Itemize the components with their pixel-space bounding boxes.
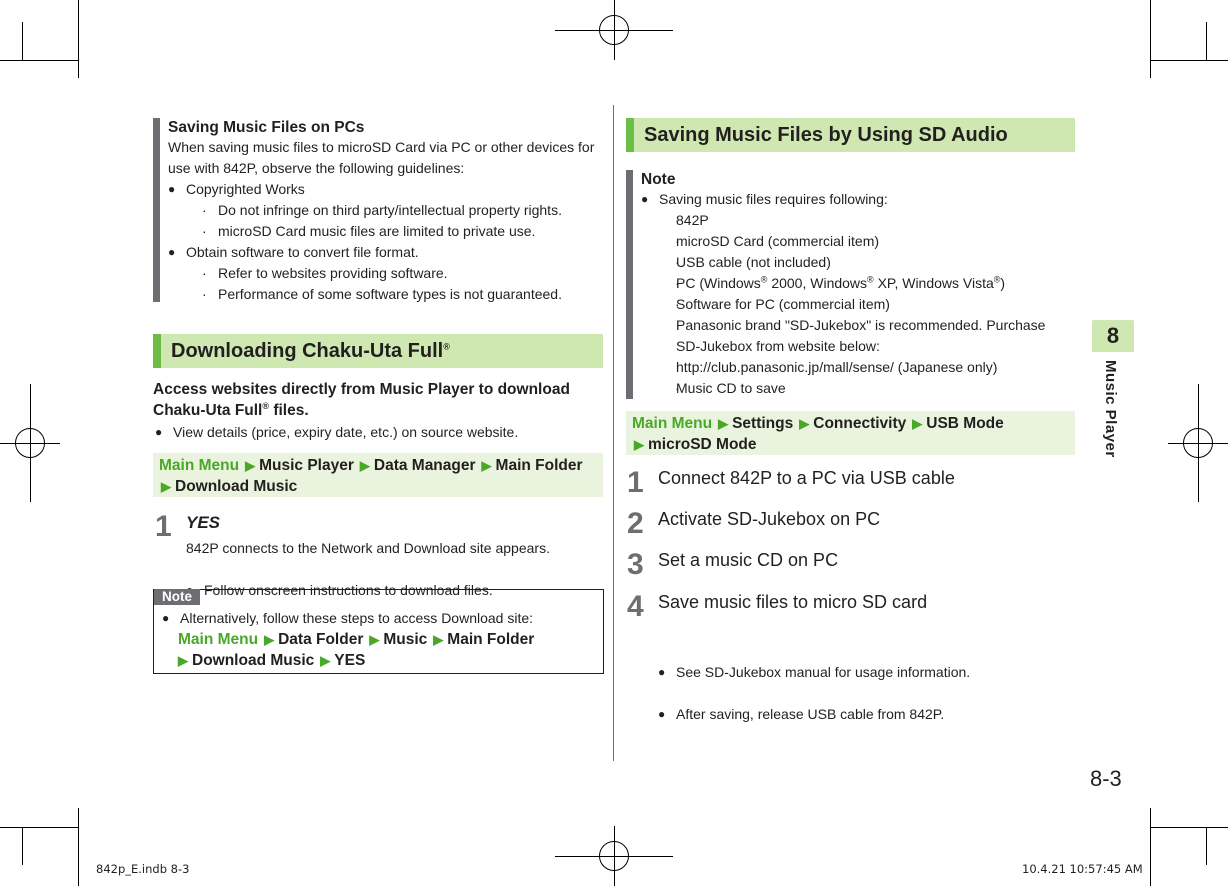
bullet-copyright: ● Copyrighted Works [168,179,603,200]
sidebar-line [153,118,160,302]
footer-file: 842p_E.indb 8-3 [96,862,190,876]
software-detail: SD-Jukebox from website below: [676,338,880,354]
note-path: Main Menu ▶ Data Folder ▶ Music ▶ Main Folder ▶ Download Music ▶ YES [178,631,535,669]
chapter-number: 8 [1092,320,1134,352]
pc-box-intro: When saving music files to microSD Card via PC or other devices for use with 842P, observe the following guidelines: [168,139,595,176]
download-title: Downloading Chaku-Uta Full [171,340,444,362]
sub-item-pc: · PC (Windows® 2000, Windows® XP, Windows Vista®) [641,273,1071,294]
sub-item: · Performance of some software types is not guaranteed. [168,284,603,305]
sub-item: · Do not infringe on third party/intellectual property rights. [168,200,603,221]
step-number: 4 [627,590,644,623]
pc-guidelines-box [153,118,603,302]
step-number: 3 [627,548,644,581]
sd-note-box [626,170,1075,399]
chapter-label: Music Player [1102,360,1119,458]
step-number: 2 [627,507,644,540]
page-number: 8-3 [1090,766,1122,791]
sub-item: · Music CD to save [641,378,1071,399]
step-bullet: ● See SD-Jukebox manual for usage information. [658,662,1228,683]
step-number: 1 [155,510,172,543]
footer-timestamp: 10.4.21 10:57:45 AM [1022,862,1143,876]
sub-item-software: · Software for PC (commercial item) [641,294,1071,315]
column-divider [613,105,614,761]
pc-box-title: Saving Music Files on PCs [168,119,365,136]
step-save[interactable]: Save music files to micro SD card [658,592,928,612]
download-menu-path: Main Menu ▶ Music Player ▶ Data Manager ▶ Main Folder ▶ Download Music [153,453,603,497]
download-note-box [153,589,604,674]
note-tag: Note [154,589,200,605]
note-text: ● Alternatively, follow these steps to access Download site: [162,608,533,629]
sub-item: · USB cable (not included) [641,252,1071,273]
sub-item: · microSD Card (commercial item) [641,231,1071,252]
download-lead: Access websites directly from Music Player to download Chaku-Uta Full® files. [153,381,570,419]
software-url: http://club.panasonic.jp/mall/sense/ (Japanese only) [676,359,998,375]
software-detail: Panasonic brand "SD-Jukebox" is recommended. Purchase [676,317,1046,333]
sub-item: · Refer to websites providing software. [168,263,603,284]
step-connect[interactable]: Connect 842P to a PC via USB cable [658,468,955,488]
step-bullet: ● Follow onscreen instructions to download files. [186,580,1228,601]
step-set-cd[interactable]: Set a music CD on PC [658,550,839,570]
sd-audio-title: Saving Music Files by Using SD Audio [644,124,1008,146]
step-bullet: ● After saving, release USB cable from 842P. [658,704,1228,725]
step-number: 1 [627,466,644,499]
bullet-software: ● Obtain software to convert file format. [168,242,603,263]
step-activate[interactable]: Activate SD-Jukebox on PC [658,509,881,529]
section-heading-sd-audio [626,118,1075,152]
section-heading-download: Downloading Chaku-Uta Full® [153,334,603,368]
step-yes[interactable]: YES [186,513,221,532]
step-description: 842P connects to the Network and Download site appears. [186,540,550,556]
sd-menu-path: Main Menu ▶ Settings ▶ Connectivity ▶ USB Mode ▶ microSD Mode [626,411,1075,455]
sub-item: · microSD Card music files are limited to private use. [168,221,603,242]
note-title: Note [641,171,676,188]
note-bullet: ● Saving music files requires following: [641,189,1071,210]
sub-item: · 842P [641,210,1071,231]
download-bullet: ● View details (price, expiry date, etc.) on source website. [155,422,613,443]
